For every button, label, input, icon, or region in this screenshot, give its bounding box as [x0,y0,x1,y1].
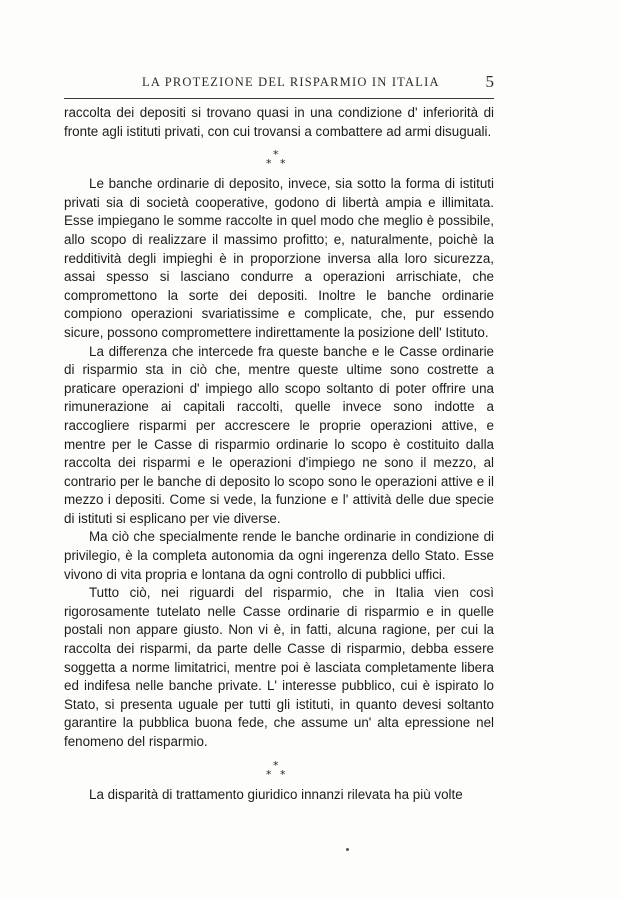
section-break-asterism [64,752,494,786]
paragraph: La disparità di trattamento giuridico innanzi rilevata ha più volte [89,786,463,802]
asterism-star: * [280,767,286,781]
body-text [64,104,494,804]
paragraph: Le banche ordinarie di deposito, invece, sia sotto la forma di istituti privati sia di società cooperative, godono di libertà ampia e illimitata. Esse impiegano le somme raccolte in quel modo che meglio è possibile, allo scopo di realizzare il massimo profitto; e, naturalmente, poichè la redditività degli impieghi è in proporzione inversa alla loro sicurezza, assai spesso si lasciano condurre a operazioni arrischiate, che compromettono la sorte dei depositi. Inoltre le banche ordinarie compiono operazioni svariatissime e complicate, che, pur essendo sicure, possono compromettere indirettamente la posizione dell' Istituto. [64,176,494,340]
running-head [64,72,494,95]
header-rule [64,98,494,99]
asterism-star: * [273,148,279,162]
paragraph-continuation: raccolta dei depositi si trovano quasi in una condizione d' inferiorità di fronte agli istituti privati, con cui trovansi a combattere ad armi disuguali. [64,105,494,139]
page-number: 5 [485,72,494,91]
asterism-star: * [273,758,279,772]
paragraph: Tutto ciò, nei riguardi del risparmio, che in Italia vien così rigorosamente tutelato nelle Casse ordinarie di risparmio e in quelle postali non appare giusto. Non vi è, in fatti, alcuna ragione, per cui la raccolta dei risparmi, da parte delle Casse di risparmio, debba essere soggetta a norme limitatrici, mentre poi è lasciata completamente libera ed indifesa nelle banche private. L' interesse pubblico, cui è ispirato lo Stato, si presenta uguale per tutti gli istituti, in quanto devesi soltanto garantire la pubblica buona fede, che assume un' alta epressione nel fenomeno del risparmio. [64,585,494,749]
section-break-asterism [64,141,494,175]
running-title: LA PROTEZIONE DEL RISPARMIO IN ITALIA [142,75,440,89]
paragraph: La differenza che intercede fra queste banche e le Casse ordinarie di risparmio sta in ciò che, mentre queste ultime sono costrette a praticare operazioni d' impiego allo scopo soltanto di poter offrire una rimunerazione ai capitali raccolti, quelle invece sono indotte a raccogliere risparmi per accrescere le proprie operazioni attive, e mentre per le Casse di risparmio ordinarie lo scopo è costituito dalla raccolta dei risparmi e le operazioni d'impiego ne sono il mezzo, al contrario per le banche di deposito lo scopo sono le operazioni attive e il mezzo i depositi. Come si vede, la funzione e l' attività delle due specie di istituti si esplicano per vie diverse. [64,343,494,526]
paragraph: Ma ciò che specialmente rende le banche ordinarie in condizione di privilegio, è la completa autonomia da ogni ingerenza dello Stato. Esse vivono di vita propria e lontana da ogni controllo di pubblici uffici. [64,529,494,582]
asterism-star: * [266,767,272,781]
asterism-star: * [266,157,272,171]
paper-speck [346,848,349,851]
asterism-star: * [280,157,286,171]
